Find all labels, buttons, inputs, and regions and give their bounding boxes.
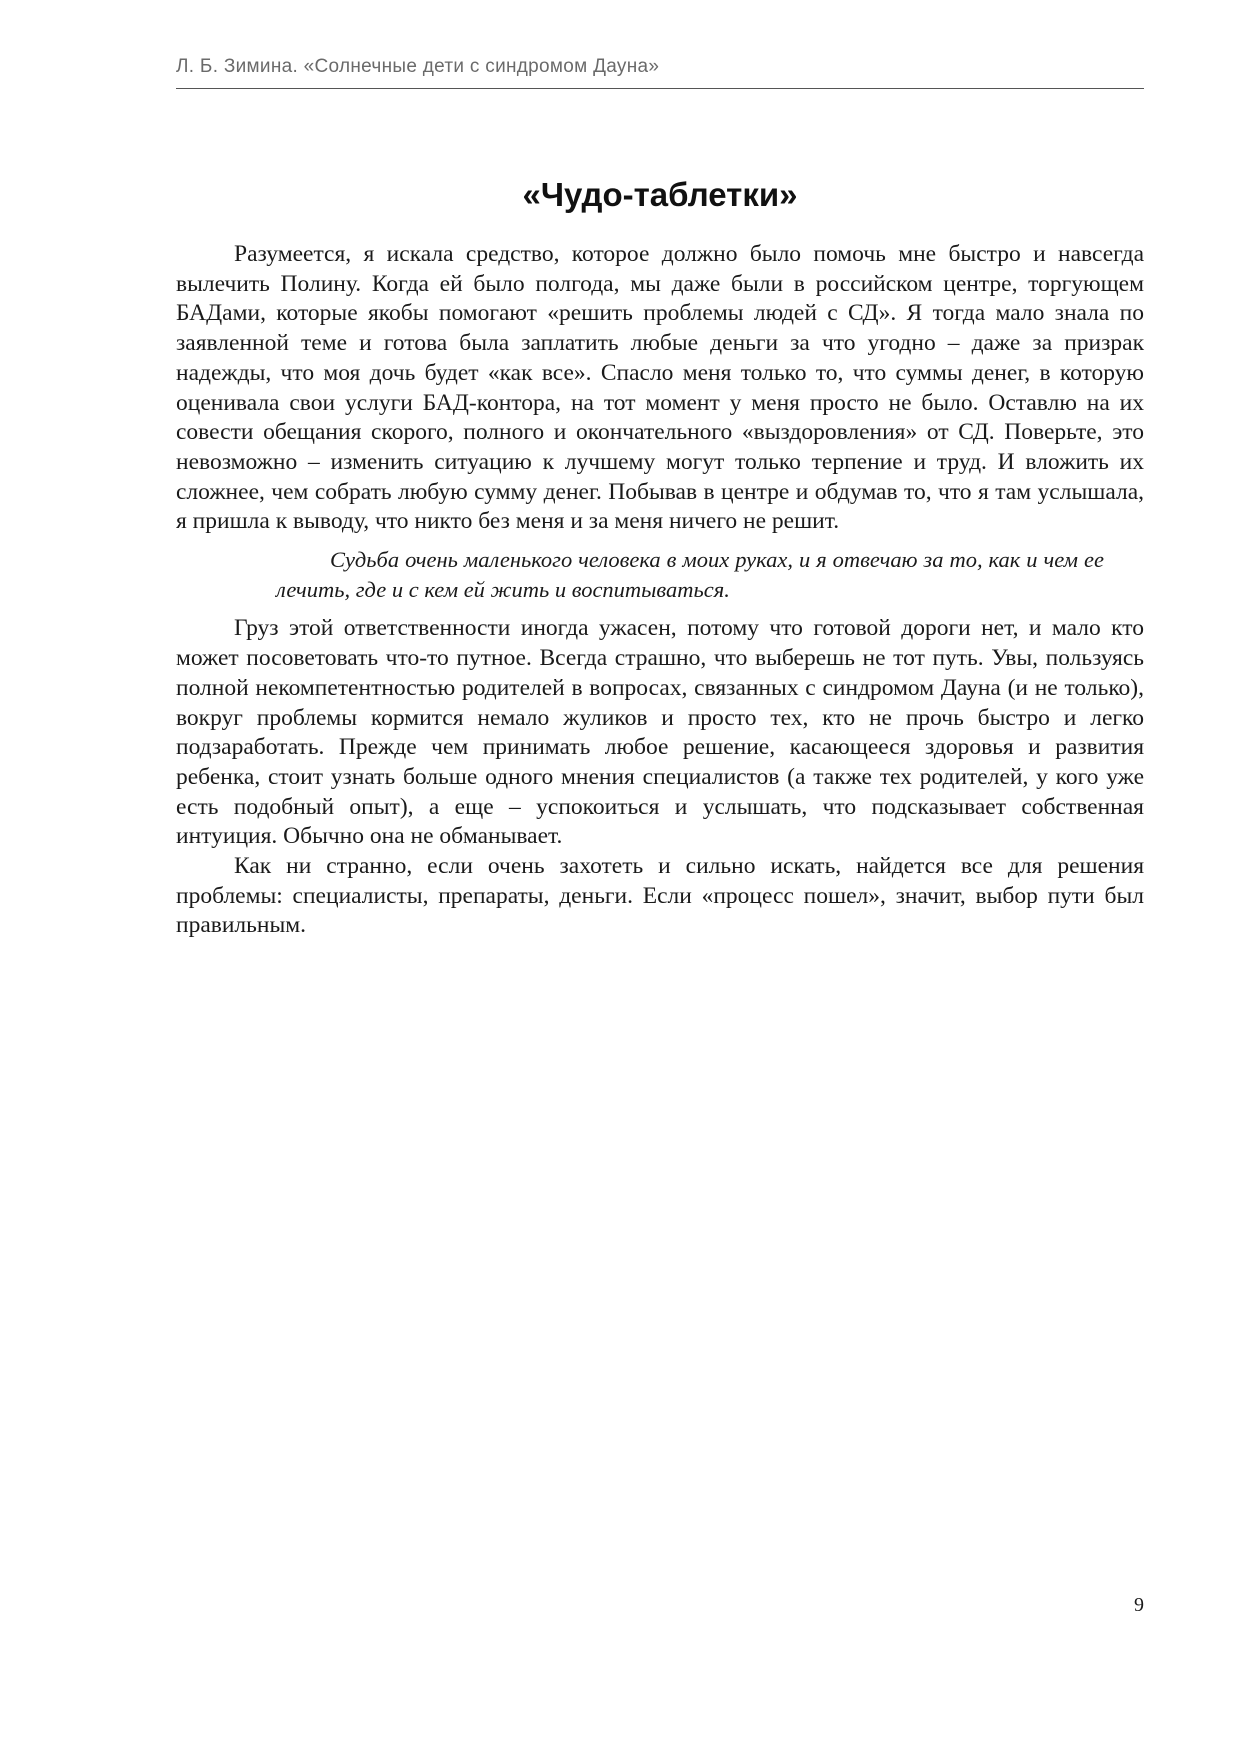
paragraph-3: Как ни странно, если очень захотеть и сильно искать, найдется все для решения проблемы: специалисты, препараты, деньги. Если «процесс пошел», значит, выбор пути был правильным.: [176, 853, 1144, 939]
page-number: 9: [1134, 1594, 1144, 1616]
italic-quote: Судьба очень маленького человека в моих руках, и я отвечаю за то, как и чем ее лечить, где и с кем ей жить и воспитываться.: [276, 547, 1104, 602]
header-divider: [176, 88, 1144, 89]
chapter-body: [176, 240, 1144, 941]
chapter-title: «Чудо-таблетки»: [522, 176, 798, 213]
paragraph-1: Разумеется, я искала средство, которое должно было помочь мне быстро и навсегда вылечить Полину. Когда ей было полгода, мы даже были в российском центре, торгующем БАДами, которые якобы помогают «решить проблемы людей с СД». Я тогда мало знала по заявленной теме и готова была заплатить любые деньги за что угодно – даже за призрак надежды, что моя дочь будет «как все». Спасло меня только то, что суммы денег, в которую оценивала свои услуги БАД-контора, на тот момент у меня просто не было. Оставлю на их совести обещания скорого, полного и окончательного «выздоровления» от СД. Поверьте, это невозможно – изменить ситуацию к лучшему могут только терпение и труд. И вложить их сложнее, чем собрать любую сумму денег. Побывав в центре и обдумав то, что я там услышала, я пришла к выводу, что никто без меня и за меня ничего не решит.: [176, 241, 1144, 535]
running-header: Л. Б. Зимина. «Солнечные дети с синдромом Дауна»: [176, 56, 660, 77]
paragraph-2: Груз этой ответственности иногда ужасен, потому что готовой дороги нет, и мало кто может посоветовать что-то путное. Всегда страшно, что выберешь не тот путь. Увы, пользуясь полной некомпетентностью родителей в вопросах, связанных с синдромом Дауна (и не только), вокруг проблемы кормится немало жуликов и просто тех, кто не прочь быстро и легко подзаработать. Прежде чем принимать любое решение, касающееся здоровья и развития ребенка, стоит узнать больше одного мнения специалистов (а также тех родителей, у кого уже есть подобный опыт), а еще – успокоиться и услышать, что подсказывает собственная интуиция. Обычно она не обманывает.: [176, 615, 1144, 850]
